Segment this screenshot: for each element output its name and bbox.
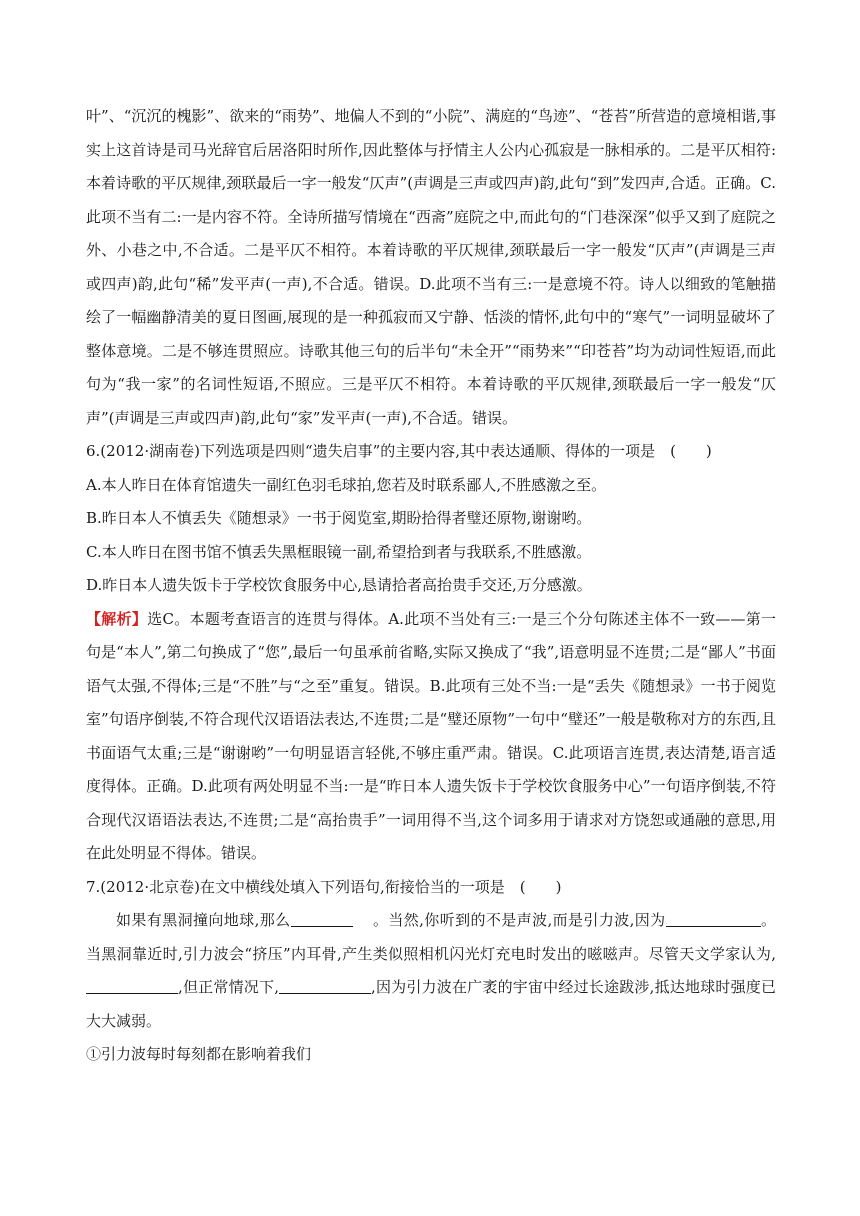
q5-analysis-continued: 叶”、“沉沉的槐影”、欲来的“雨势”、地偏人不到的“小院”、满庭的“鸟迹”、“苍苔”所营造的意境相谐,事实上这首诗是司马光辞官后居洛阳时所作,因此整体与抒情主人公内心孤寂是一脉相承的。二是平仄相符:本着诗歌的平仄规律,颈联最后一字一般发“仄声”(声调是三声或四声)韵,此句“到”发四声,合适。正确。C.此项不当有二:一是内容不符。全诗所描写情境在“西斋”庭院之中,而此句的“门巷深深”似乎又到了庭院之外、小巷之中,不合适。二是平仄不相符。本着诗歌的平仄规律,颈联最后一字一般发“仄声”(声调是三声或四声)韵,此句“稀”发平声(一声),不合适。错误。D.此项不当有三:一是意境不符。诗人以细致的笔触描绘了一幅幽静清美的夏日图画,展现的是一种孤寂而又宁静、恬淡的情怀,此句中的“寒气”一词明显破坏了整体意境。二是不够连贯照应。诗歌其他三句的后半句“未全开”“雨势来”“印苍苔”均为动词性短语,而此句为“我一家”的名词性短语,不照应。三是平仄不相符。本着诗歌的平仄规律,颈联最后一字一般发“仄声”(声调是三声或四声)韵,此句“家”发平声(一声),不合适。错误。 (86, 107, 776, 427)
question-7-passage (86, 904, 776, 1038)
question-6-stem: 6.(2012·湖南卷)下列选项是四则“遗失启事”的主要内容,其中表达通顺、得体的一项是 ( ) (86, 442, 712, 460)
analysis-tag: 【解析】 (86, 609, 148, 628)
question-6-analysis (86, 603, 776, 871)
question-7-item-1: ①引力波每时每刻都在影响着我们 (86, 1045, 312, 1063)
passage-text-5: ,因为引力波在广袤的宇宙中经过长途跋涉,抵达地球时强度已大大减弱。 (86, 978, 776, 1030)
fill-blank-1 (291, 911, 353, 927)
question-6-option-c: C.本人昨日在图书馆不慎丢失黑框眼镜一副,希望拾到者与我联系,不胜感激。 (86, 542, 592, 561)
fill-blank-4 (279, 978, 371, 994)
fill-blank-3 (86, 978, 178, 994)
passage-text-3: 。当黑洞靠近时,引力波会“挤压”内耳骨,产生类似照相机闪光灯充电时发出的嗞嗞声。尽管天文学家认为, (86, 911, 776, 963)
question-6-option-d: D.昨日本人遗失饭卡于学校饮食服务中心,恳请拾者高抬贵手交还,万分感激。 (86, 576, 592, 594)
passage-text-4: ,但正常情况下, (178, 978, 279, 996)
question-6-option-b: B.昨日本人不慎丢失《随想录》一书于阅览室,期盼拾得者璧还原物,谢谢哟。 (86, 509, 592, 527)
question-6-analysis-text: 选C。本题考查语言的连贯与得体。A.此项不当处有三:一是三个分句陈述主体不一致——第一句是“本人”,第二句换成了“您”,最后一句虽承前省略,实际又换成了“我”,语意明显不连贯;二是“鄙人”书面语气太强,不得体;三是“不胜”与“之至”重复。错误。B.此项有三处不当:一是“丢失《随想录》一书于阅览室”句语序倒装,不符合现代汉语语法表达,不连贯;二是“璧还原物”一句中“璧还”一般是敬称对方的东西,且书面语气太重;三是“谢谢哟”一句明显语言轻佻,不够庄重严肃。错误。C.此项语言连贯,表达清楚,语言适度得体。正确。D.此项有两处明显不当:一是“昨日本人遗失饭卡于学校饮食服务中心”一句语序倒装,不符合现代汉语语法表达,不连贯;二是“高抬贵手”一词用得不当,这个词多用于请求对方饶恕或通融的意思,用在此处明显不得体。错误。 (86, 609, 776, 862)
question-6-option-a: A.本人昨日在体育馆遗失一副红色羽毛球拍,您若及时联系鄙人,不胜感激之至。 (86, 475, 607, 494)
passage-text-1: 如果有黑洞撞向地球,那么 (116, 911, 291, 929)
document-page (86, 100, 776, 1072)
fill-blank-2 (666, 911, 761, 927)
passage-text-2: 。当然,你听到的不是声波,而是引力波,因为 (372, 911, 666, 929)
question-7-stem: 7.(2012·北京卷)在文中横线处填入下列语句,衔接恰当的一项是 ( ) (86, 877, 562, 896)
